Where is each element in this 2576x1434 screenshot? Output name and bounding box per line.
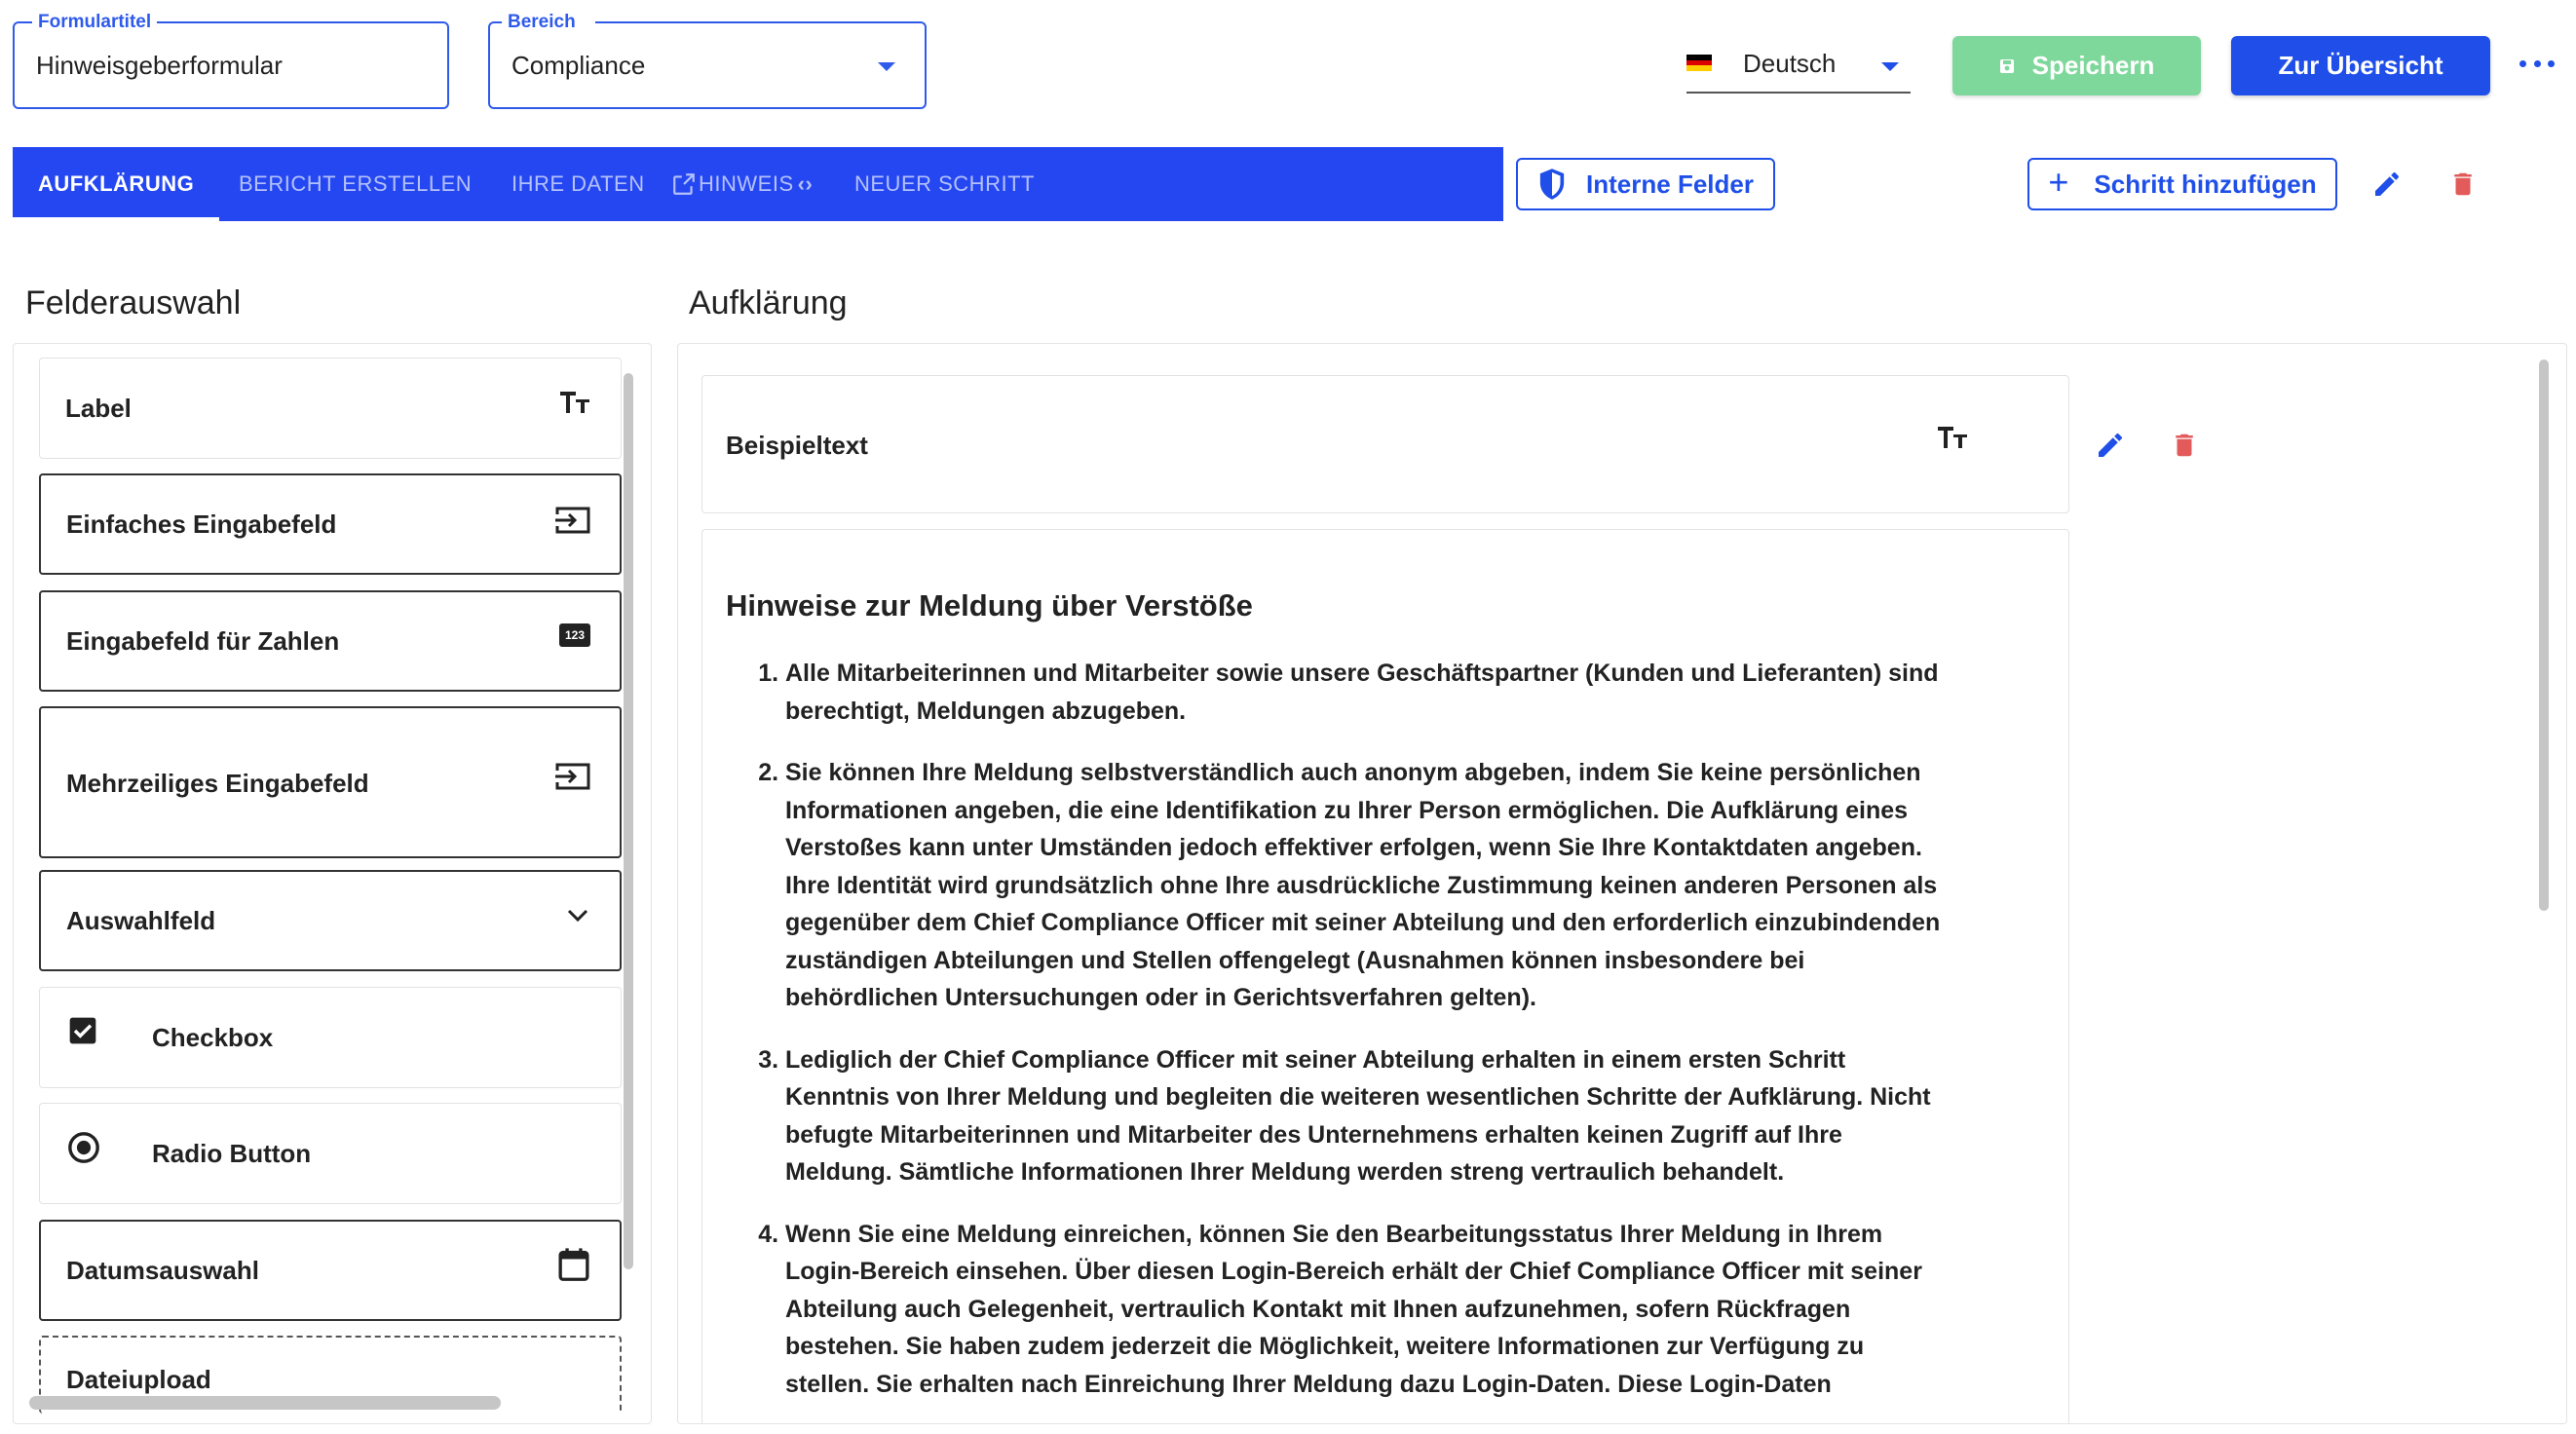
example-text-card[interactable] [701,375,2069,513]
field-item-text: Label [65,394,132,423]
add-step-label: Schritt hinzufügen [2094,169,2317,199]
chevron-down-icon [1881,62,1899,71]
more-options-icon[interactable] [2519,54,2555,73]
area-select[interactable] [488,12,927,109]
overview-label: Zur Übersicht [2278,51,2443,80]
tab-label: BERICHT ERSTELLEN [239,171,473,196]
field-item-text: Einfaches Eingabefeld [66,509,337,539]
tab-hinweis[interactable] [671,147,813,221]
field-item-text: Checkbox [152,1023,274,1052]
content-vertical-scrollbar[interactable] [2539,359,2549,911]
chevron-down-icon [878,62,895,71]
checkbox-icon [67,1015,98,1046]
field-item-text: Datumsauswahl [66,1256,259,1285]
step-tabs [13,147,1503,221]
language-label: Deutsch [1743,49,1837,78]
radio-icon [67,1131,100,1164]
code-icon: ‹› [797,171,814,196]
form-title-value: Hinweisgeberformular [36,51,283,80]
text-heading: Hinweise zur Meldung über Verstöße [726,588,1253,623]
tab-label: NEUER SCHRITT [854,171,1035,196]
tab-ihre-daten[interactable] [511,147,645,221]
internal-fields-button[interactable] [1516,158,1775,210]
field-item-text: Dateiupload [66,1365,211,1394]
example-text-label: Beispieltext [726,431,868,460]
field-item-text: Mehrzeiliges Eingabefeld [66,769,369,798]
numeric-icon: 123 [559,623,590,647]
overview-button[interactable] [2231,36,2490,95]
save-button[interactable] [1952,36,2201,95]
field-item-radio[interactable] [39,1103,622,1204]
add-step-button[interactable] [2027,158,2337,210]
area-legend: Bereich [502,12,595,33]
rich-text-card[interactable] [701,529,2069,1424]
plus-icon: + [2048,162,2069,202]
tab-neuer-schritt[interactable] [854,147,1035,221]
field-selection-panel [13,343,652,1424]
field-item-multiline-input[interactable] [39,706,622,858]
field-item-text: Auswahlfeld [66,906,216,935]
save-icon [1999,58,2015,74]
tab-aufklaerung[interactable] [13,147,219,221]
field-item-date[interactable] [39,1220,622,1321]
internal-fields-label: Interne Felder [1586,169,1754,199]
list-item: 1. Alle Mitarbeiterinnen und Mitarbeiter sowie unsere Geschäftspartner (Kunden und Lieferanten) sind berechtigt, Meldungen abzugeben. [785,655,1954,730]
text-size-icon [558,388,591,417]
save-label: Speichern [2031,51,2155,80]
input-icon [555,761,590,792]
delete-step-icon[interactable] [2445,167,2481,202]
delete-field-icon[interactable] [2167,428,2202,463]
sidebar-vertical-scrollbar[interactable] [624,373,633,1269]
main-title: Aufklärung [689,284,848,321]
field-item-text: Eingabefeld für Zahlen [66,626,340,656]
notice-list [756,655,1954,1424]
field-item-simple-input[interactable] [39,473,622,575]
tab-label: IHRE DATEN [511,171,645,196]
list-item: 2. Sie können Ihre Meldung selbstverständlich auch anonym abgeben, indem Sie keine persönlichen Informationen angeben, die eine Identifikation zu Ihrer Person ermöglichen. Die Aufklärung eines Verstoßes kann unter Umständen jedoch effektiver erfolgen, wenn Sie Ihre Kontaktdaten angeben. Ihre Identität wird grundsätzlich ohne Ihre ausdrückliche Zustimmung keinen anderen Personen als gegenüber dem Chief Compliance Officer mit seiner Abteilung und den erforderlich einzubindenden zuständigen Abteilungen und Stellen offengelegt (Ausnahmen können insbesondere bei behördlichen Untersuchungen oder in Gerichtsverfahren gelten). [785,754,1954,1017]
german-flag-icon [1686,55,1712,71]
chevron-down-icon [565,907,590,925]
list-item: 4. Wenn Sie eine Meldung einreichen, können Sie den Bearbeitungsstatus Ihrer Meldung in Ihrem Login-Bereich einsehen. Über diesen Login-Bereich erhält der Chief Compliance Officer mit seiner Abteilung auch Gelegenheit, vertraulich Kontakt mit Ihnen aufzunehmen, sofern Rückfragen bestehen. Sie haben zudem jederzeit die Möglichkeit, weitere Informationen zur Verfügung zu stellen. Sie erhalten nach Einreichung Ihrer Meldung dazu Login-Daten. Diese Login-Daten [785,1216,1954,1404]
external-link-icon [671,171,697,197]
shield-icon [1537,168,1567,201]
field-item-label[interactable] [39,358,622,459]
step-content-panel [677,343,2567,1424]
sidebar-horizontal-scrollbar[interactable] [29,1396,501,1410]
field-item-number-input[interactable] [39,590,622,692]
tab-label: AUFKLÄRUNG [38,171,195,196]
form-title-field[interactable] [13,12,449,109]
field-item-checkbox[interactable] [39,987,622,1088]
edit-step-icon[interactable] [2369,167,2405,202]
tab-label: HINWEIS [699,171,794,196]
area-value: Compliance [511,51,646,80]
text-size-icon [1936,423,1969,452]
sidebar-title: Felderauswahl [25,284,242,321]
tab-bericht-erstellen[interactable] [239,147,472,221]
list-item: 3. Lediglich der Chief Compliance Officer mit seiner Abteilung erhalten in einem ersten Schritt Kenntnis von Ihrer Meldung und begleiten die weiteren wesentlichen Schritte der Aufklärung. Nicht befugte Mitarbeiterinnen und Mitarbeiter des Unternehmens erhalten keinen Zugriff auf Ihre Meldung. Sämtliche Informationen Ihrer Meldung werden streng vertraulich behandelt. [785,1041,1954,1191]
calendar-icon [557,1247,590,1282]
field-item-text: Radio Button [152,1139,312,1168]
language-select[interactable] [1686,39,1911,94]
input-icon [555,505,590,536]
field-item-select[interactable] [39,870,622,971]
form-title-legend: Formulartitel [32,12,157,33]
edit-field-icon[interactable] [2093,428,2128,463]
